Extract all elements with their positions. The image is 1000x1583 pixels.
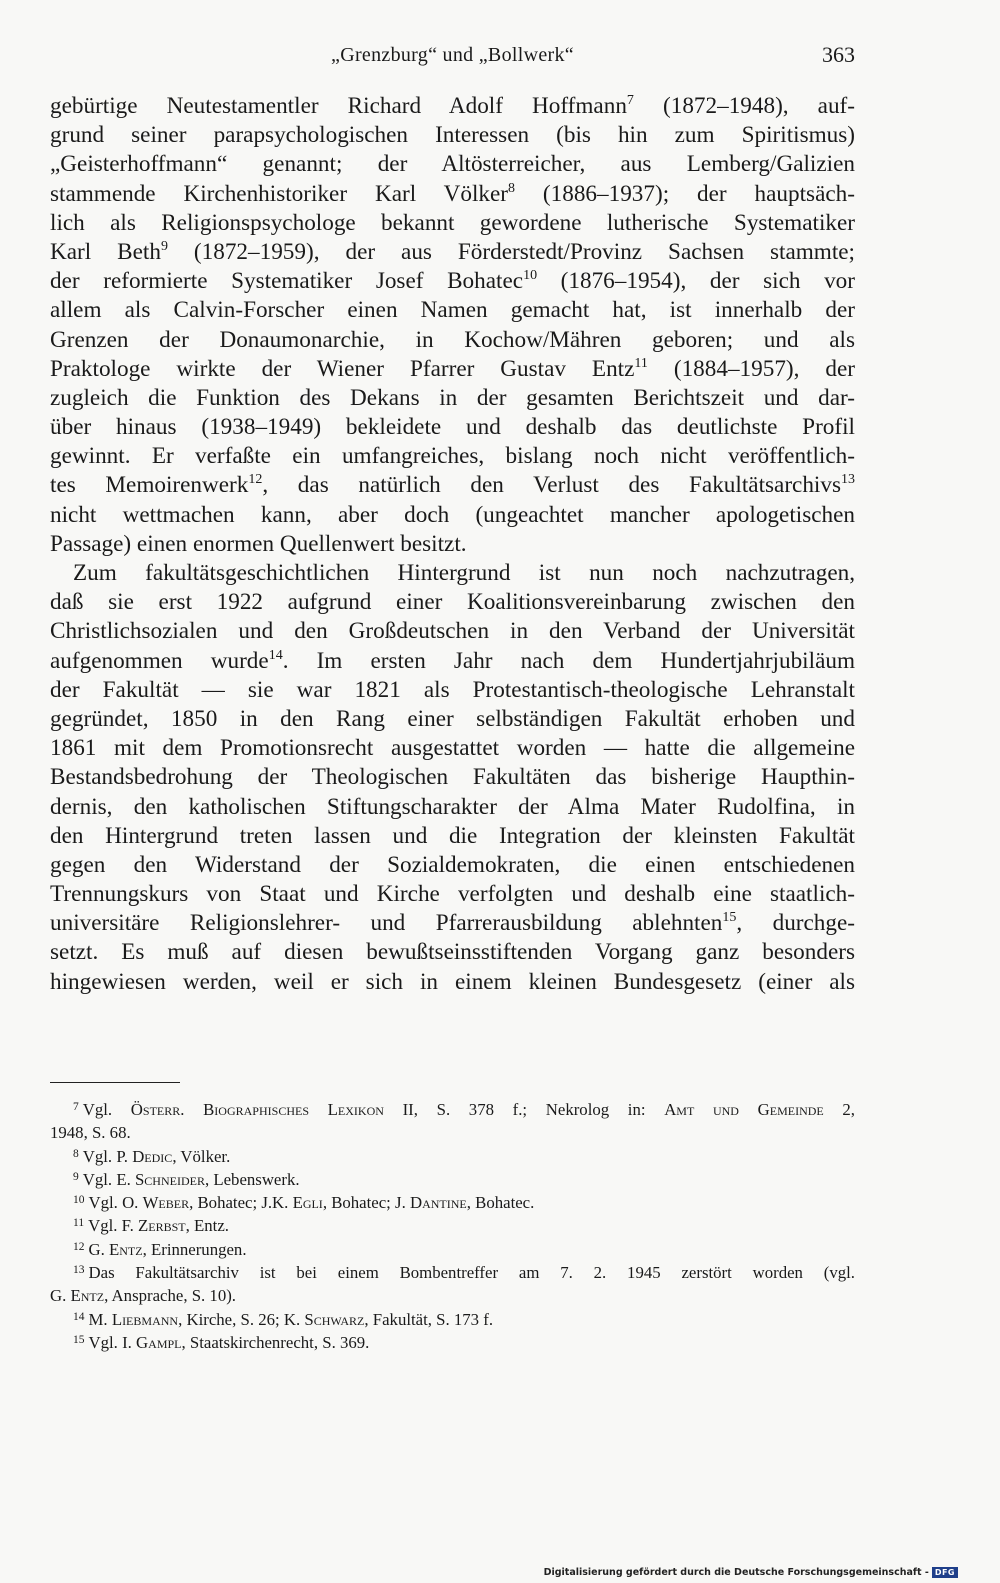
text-line: Zum fakultätsgeschichtlichen Hintergrund ist nun noch nachzutragen, xyxy=(73,560,855,586)
text-line: Praktologe wirkte der Wiener Pfarrer Gustav Entz$^{11}$ (1884–1957), der xyxy=(50,355,855,382)
text-line: dernis, den katholischen Stiftungscharakter der Alma Mater Rudolfina, in xyxy=(50,793,855,820)
text-line: den Hintergrund treten lassen und die Integration der kleinsten Fakultät xyxy=(50,822,855,849)
footnote-14: $^{14}$ M. Liebmann, Kirche, S. 26; K. Schwarz, Fakultät, S. 173 f. xyxy=(73,1309,494,1329)
footnote-ref: 7 xyxy=(626,93,634,108)
footnotes xyxy=(50,1098,855,1354)
text-line: grund seiner parapsychologischen Interessen (bis hin zum Spiritismus) xyxy=(50,122,855,149)
credit-text: Digitalisierung gefördert durch die Deutsche Forschungsgemeinschaft - xyxy=(543,1567,929,1578)
text-line: der Fakultät — sie war 1821 als Protestantisch-theologische Lehranstalt xyxy=(50,676,855,703)
digitization-credit xyxy=(544,1567,958,1578)
footnote-ref: 11 xyxy=(634,355,648,371)
text-line: Passage) einen enormen Quellenwert besitzt. xyxy=(50,530,467,557)
body-text xyxy=(50,92,855,997)
text-line: Christlichsozialen und den Großdeutschen in den Verband der Universität xyxy=(50,618,855,645)
text-line: aufgenommen wurde$^{14}$. Im ersten Jahr nach dem Hundertjahrjubiläum xyxy=(50,647,855,674)
running-title: „Grenzburg“ und „Bollwerk“ xyxy=(331,44,574,66)
footnote-ref: 15 xyxy=(722,910,737,926)
footnote-7-cont: 1948, S. 68. xyxy=(50,1123,131,1143)
text-line: setzt. Es muß auf diesen bewußtseinsstiftenden Vorgang ganz besonders xyxy=(50,939,855,966)
text-line: über hinaus (1938–1949) bekleidete und deshalb das deutlichste Profil xyxy=(50,414,855,441)
dfg-logo: DFG xyxy=(932,1567,958,1578)
footnote-ref: 12 xyxy=(248,472,263,488)
text-line: allem als Calvin-Forscher einen Namen gemacht hat, ist innerhalb der xyxy=(50,297,855,324)
text-line: stammende Kirchenhistoriker Karl Völker$^8$ (1886–1937); der hauptsäch- xyxy=(50,180,855,207)
text-line: gebürtige Neutestamentler Richard Adolf Hoffmann$^7$ (1872–1948), auf- xyxy=(50,93,855,119)
footnote-13-cont: G. Entz, Ansprache, S. 10). xyxy=(50,1286,236,1306)
text-line: zugleich die Funktion des Dekans in der gesamten Berichtszeit und dar- xyxy=(50,384,855,411)
text-line: gegen den Widerstand der Sozialdemokraten, die einen entschiedenen xyxy=(50,851,855,878)
footnote-7: $^7$ Vgl. Österr. Biographisches Lexikon II, S. 378 f.; Nekrolog in: Amt und Gemeinde 2, xyxy=(73,1100,856,1119)
footnote-15: $^{15}$ Vgl. I. Gampl, Staatskirchenrecht, S. 369. xyxy=(73,1332,370,1352)
footnote-9: $^9$ Vgl. E. Schneider, Lebenswerk. xyxy=(73,1169,300,1189)
text-line: tes Memoirenwerk$^{12}$, das natürlich den Verlust des Fakultätsarchivs$^{13}$ xyxy=(50,472,855,499)
footnote-11: $^{11}$ Vgl. F. Zerbst, Entz. xyxy=(73,1216,229,1236)
text-line: 1861 mit dem Promotionsrecht ausgestattet worden — hatte die allgemeine xyxy=(50,735,855,762)
text-line: Trennungskurs von Staat und Kirche verfolgten und deshalb eine staatlich- xyxy=(50,881,855,908)
text-line: Karl Beth$^9$ (1872–1959), der aus Förderstedt/Provinz Sachsen stammte; xyxy=(50,238,856,265)
footnote-ref: 13 xyxy=(841,472,855,488)
text-line: nicht wettmachen kann, aber doch (ungeachtet mancher apologetischen xyxy=(50,501,855,528)
text-line: Bestandsbedrohung der Theologischen Fakultäten das bisherige Haupthin- xyxy=(50,764,855,791)
page-number: 363 xyxy=(822,42,855,67)
text-line: Grenzen der Donaumonarchie, in Kochow/Mähren geboren; und als xyxy=(50,326,855,353)
footnote-ref: 8 xyxy=(508,180,516,196)
text-line: lich als Religionspsychologe bekannt gewordene lutherische Systematiker xyxy=(50,209,855,236)
footnote-separator xyxy=(50,1082,180,1083)
text-line: „Geisterhoffmann“ genannt; der Altösterreicher, aus Lemberg/Galizien xyxy=(50,151,855,178)
running-head xyxy=(50,44,855,74)
text-line: universitäre Religionslehrer- und Pfarrerausbildung ablehnten$^{15}$, durchge- xyxy=(50,910,856,937)
text-line: daß sie erst 1922 aufgrund einer Koalitionsvereinbarung zwischen den xyxy=(50,589,855,616)
footnote-13: $^{13}$ Das Fakultätsarchiv ist bei einem Bombentreffer am 7. 2. 1945 zerstört worden (vgl. xyxy=(73,1263,855,1283)
text-line: gewinnt. Er verfaßte ein umfangreiches, bislang noch nicht veröffentlich- xyxy=(50,443,855,470)
text-line: hingewiesen werden, weil er sich in einem kleinen Bundesgesetz (einer als xyxy=(50,968,855,995)
footnote-10: $^{10}$ Vgl. O. Weber, Bohatec; J.K. Egli, Bohatec; J. Dantine, Bohatec. xyxy=(73,1193,535,1213)
footnote-ref: 14 xyxy=(268,647,283,663)
text-line: der reformierte Systematiker Josef Bohatec$^{10}$ (1876–1954), der sich vor xyxy=(50,268,855,295)
text-line: gegründet, 1850 in den Rang einer selbständigen Fakultät erhoben und xyxy=(50,705,855,732)
footnote-12: $^{12}$ G. Entz, Erinnerungen. xyxy=(73,1239,247,1259)
footnote-8: $^8$ Vgl. P. Dedic, Völker. xyxy=(73,1146,231,1166)
footnote-ref: 10 xyxy=(523,268,538,284)
footnote-ref: 9 xyxy=(160,238,168,254)
